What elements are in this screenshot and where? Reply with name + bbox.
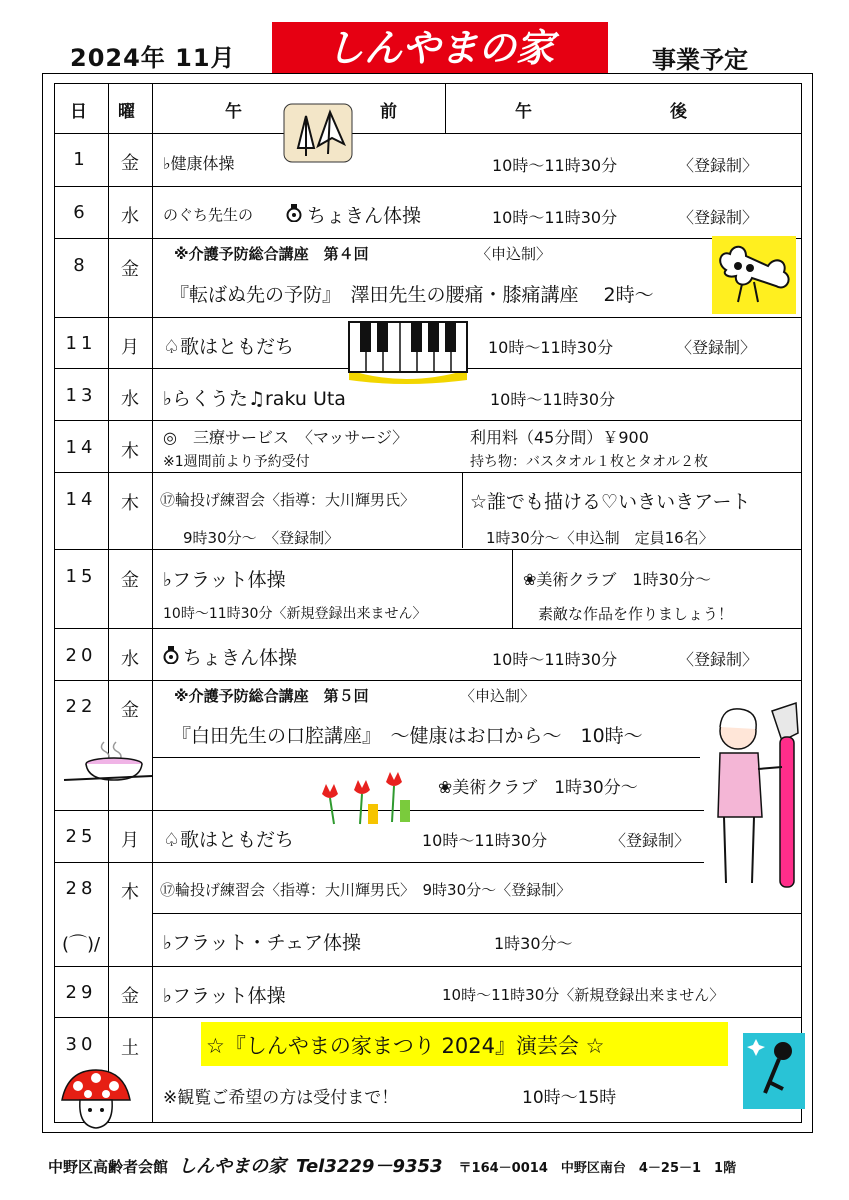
weekday-cell: 木 (121, 441, 139, 462)
column-header-pm: 午 (515, 102, 532, 122)
weekday-cell: 土 (121, 1038, 139, 1059)
event-course: ※介護予防総合講座 第５回 (174, 687, 369, 705)
piggy-bank-icon (163, 646, 179, 664)
column-header-weekday: 曜 (118, 102, 135, 122)
day-cell: 13 (65, 385, 97, 406)
event-note: 〈登録制〉 (678, 208, 759, 227)
weekday-cell: 月 (121, 337, 139, 358)
day-cell: 6 (73, 202, 89, 223)
day-cell: 25 (65, 826, 97, 847)
weekday-cell: 水 (121, 649, 139, 670)
footer (48, 1152, 736, 1178)
piggy-bank-icon (286, 204, 302, 222)
divider (152, 83, 153, 1123)
column-header-day: 日 (70, 102, 87, 122)
event-title: ❀美術クラブ 1時30分～ (438, 778, 638, 798)
event-fee: 利用料（45分間）￥900 (470, 428, 649, 447)
event-title: 『白田先生の口腔講座』 ～健康はお口から～ 10時～ (172, 725, 643, 747)
column-header-am: 午 (225, 102, 242, 122)
event-time: 10時～11時30分 (492, 650, 618, 669)
row-line (54, 133, 802, 134)
event-time: 10時～11時30分 (490, 390, 616, 409)
divider (445, 83, 446, 133)
row-line (54, 238, 802, 239)
event-title: ちょきん体操 (307, 205, 422, 227)
event-note: 〈登録制〉 (678, 650, 759, 669)
column-header-pm: 後 (670, 102, 687, 122)
event-title: ☆誰でも描ける♡いきいきアート (470, 491, 751, 513)
event-time: 10時～11時30分 (488, 338, 614, 357)
weekday-cell: 水 (121, 206, 139, 227)
header-date: 2024年 11月 (70, 44, 236, 72)
event-note: 〈登録制〉 (610, 831, 691, 850)
row-line (54, 420, 802, 421)
event-title: ◎ 三療サービス 〈マッサージ〉 (163, 428, 409, 447)
day-cell: 14 (65, 489, 97, 510)
event-title: ⑰輪投げ練習会〈指導：大川輝男氏〉 9時30分～〈登録制〉 (160, 881, 572, 899)
autumn-leaves-icon (278, 98, 358, 168)
festival-title: ☆『しんやまの家まつり 2024』演芸会 ☆ (206, 1034, 605, 1058)
header-plan: 事業予定 (652, 46, 748, 74)
day-cell: 30 (65, 1034, 97, 1055)
event-title: ♭フラット・チェア体操 (163, 932, 362, 954)
row-line (54, 966, 802, 967)
footer-name: しんやまの家 (178, 1156, 287, 1177)
event-title: ♭フラット体操 (163, 985, 286, 1007)
event-time: 10時～11時30分 (492, 208, 618, 227)
singer-microphone-icon (743, 1033, 805, 1109)
event-time: 1時30分～〈申込制 定員16名〉 (486, 529, 714, 547)
footer-org: 中野区高齢者会館 (48, 1158, 169, 1176)
weekday-cell: 金 (121, 986, 139, 1007)
day-cell: 1 (73, 149, 89, 170)
event-time: 10時～11時30分 (422, 831, 548, 850)
event-time: 1時30分～ (494, 934, 573, 953)
nurse-toothbrush-icon (700, 697, 808, 897)
event-time: 10時～15時 (522, 1088, 617, 1108)
event-course: ※介護予防総合講座 第４回 (174, 245, 369, 263)
row-line (54, 862, 704, 863)
row-line (54, 472, 802, 473)
event-title: ♭らくうた♫raku Uta (163, 388, 346, 410)
footer-address: 〒164－0014 中野区南台 4－25－1 1階 (458, 1161, 737, 1176)
event-title: ♤歌はともだち (163, 829, 295, 851)
day-cell: 15 (65, 566, 97, 587)
divider (108, 83, 109, 1123)
event-time: 10時～11時30分〈新規登録出来ません〉 (163, 606, 427, 622)
page-title: しんやまの家 (272, 22, 608, 74)
event-title: ⑰輪投げ練習会〈指導：大川輝男氏〉 (160, 491, 416, 509)
day-cell: 11 (65, 333, 97, 354)
event-note: 〈登録制〉 (678, 156, 759, 175)
event-title: ❀美術クラブ 1時30分～ (523, 570, 711, 589)
event-title: ♭健康体操 (163, 154, 235, 173)
weekday-cell: 木 (121, 493, 139, 514)
event-note: 素敵な作品を作りましょう！ (538, 605, 734, 623)
footer-tel: Tel3229－9353 (296, 1156, 443, 1177)
weekday-cell: 水 (121, 389, 139, 410)
event-title: ちょきん体操 (183, 647, 298, 669)
row-line (54, 186, 802, 187)
event-items: 持ち物：バスタオル１枚とタオル２枚 (470, 454, 708, 470)
event-title: ♭フラット体操 (163, 569, 286, 591)
weekday-cell: 金 (121, 700, 139, 721)
event-note: ※1週間前より予約受付 (163, 454, 310, 470)
emoticon: (⌒)/ (61, 934, 101, 955)
day-cell: 14 (65, 437, 97, 458)
tulips-icon (312, 764, 416, 828)
event-time: 9時30分～ 〈登録制〉 (183, 529, 340, 547)
day-cell: 20 (65, 645, 97, 666)
divider (462, 472, 463, 548)
row-line (54, 549, 802, 550)
row-line (54, 1017, 802, 1018)
weekday-cell: 月 (121, 830, 139, 851)
weekday-cell: 木 (121, 882, 139, 903)
row-line (54, 680, 802, 681)
event-note: 〈申込制〉 (476, 245, 552, 263)
day-cell: 8 (73, 255, 89, 276)
piano-keys-icon (345, 318, 471, 384)
row-line (152, 913, 802, 914)
row-line (54, 628, 802, 629)
column-header-am: 前 (380, 102, 397, 122)
weekday-cell: 金 (121, 259, 139, 280)
day-cell: 29 (65, 982, 97, 1003)
event-time: 10時～11時30分〈新規登録出来ません〉 (442, 986, 725, 1004)
weekday-cell: 金 (121, 570, 139, 591)
bone-character-icon (712, 236, 796, 314)
row-line (152, 757, 700, 758)
event-time: 10時～11時30分 (492, 156, 618, 175)
weekday-cell: 金 (121, 153, 139, 174)
event-note: ※観覧ご希望の方は受付まで！ (163, 1088, 399, 1108)
day-cell: 28 (65, 878, 97, 899)
event-title: ♤歌はともだち (163, 336, 295, 358)
event-title: 『転ばぬ先の予防』 澤田先生の腰痛・膝痛講座 2時～ (170, 284, 654, 306)
day-cell: 22 (65, 696, 97, 717)
event-note: 〈申込制〉 (460, 687, 536, 705)
event-note: 〈登録制〉 (676, 338, 757, 357)
mushroom-icon (58, 1066, 134, 1132)
teacup-icon (62, 738, 156, 788)
divider (512, 549, 513, 628)
event-prefix: のぐち先生の (163, 206, 254, 224)
